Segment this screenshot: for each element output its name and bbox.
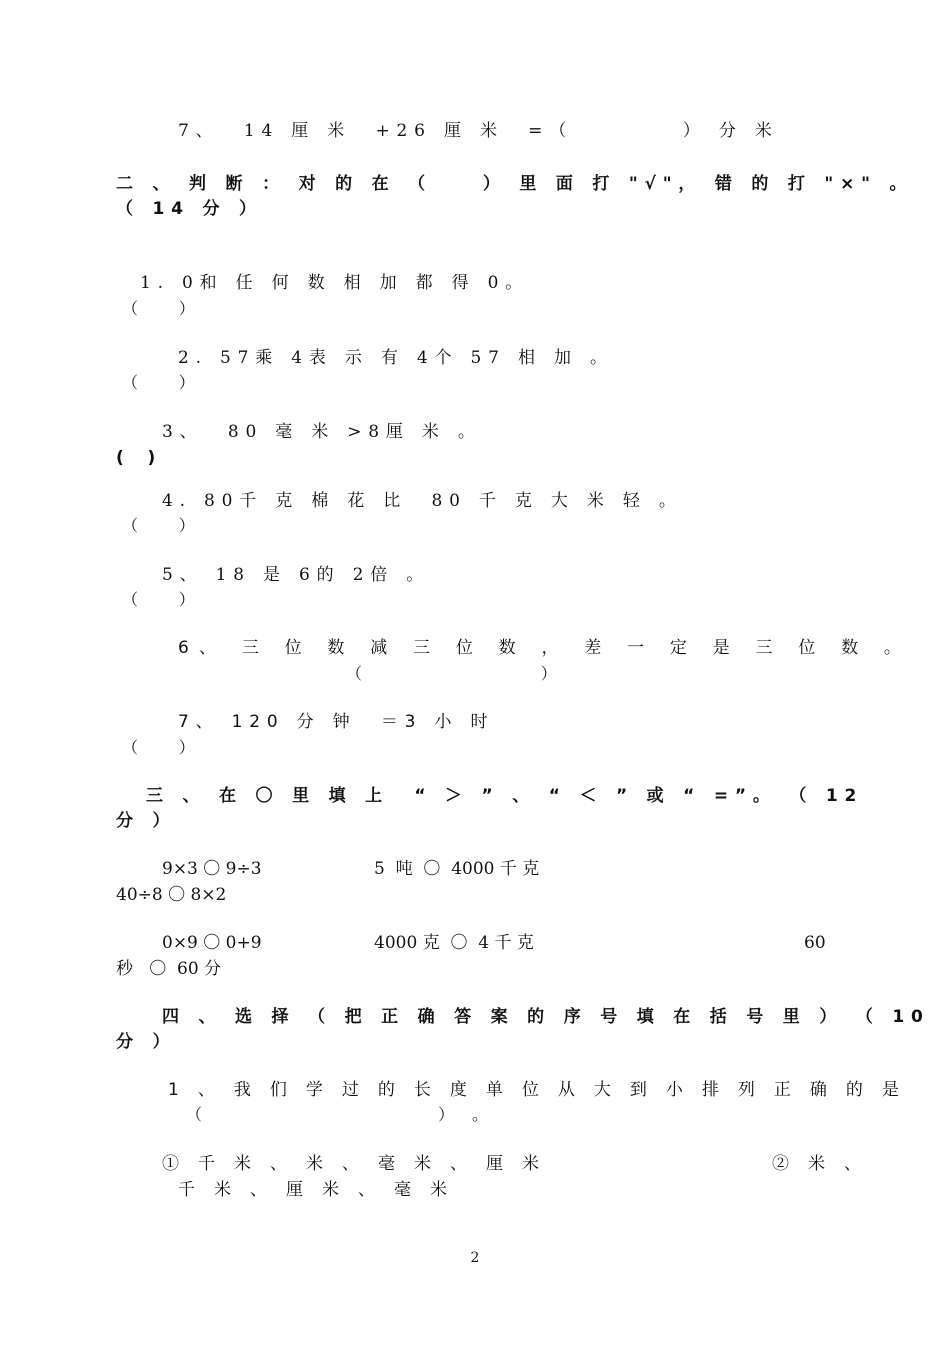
page-number: 2	[470, 1250, 480, 1266]
fill-question-7: 7、 14 厘 米 +26 厘 米 =（ ） 分 米	[178, 121, 779, 141]
answer-paren-2[interactable]: （ ）	[122, 373, 195, 392]
option-2: ② 米 、	[772, 1154, 868, 1174]
section-3-heading: 三 、 在 〇 里 填 上 “ ＞ ” 、 “ ＜ ” 或 “ =”。 （ 12	[146, 786, 864, 806]
judge-question-1: 1. 0和 任 何 数 相 加 都 得 0。	[140, 273, 530, 293]
compare-item-2: 5 吨 〇 4000 千 克	[374, 859, 540, 879]
compare-item-6-value: 60	[804, 933, 826, 953]
judge-question-5: 5、 18 是 6的 2倍 。	[162, 565, 431, 585]
section-4-heading: 四 、 选 择 （ 把 正 确 答 案 的 序 号 填 在 括 号 里 ） （ 10	[162, 1007, 930, 1027]
judge-question-7: 7、 120 分 钟 ＝3 小 时	[178, 712, 495, 732]
section-4-score: 分 ）	[116, 1032, 177, 1052]
judge-question-6: 6、 三 位 数 减 三 位 数 ， 差 一 定 是 三 位 数 。	[178, 638, 912, 658]
section-3-score: 分 ）	[116, 811, 177, 831]
answer-paren-3[interactable]: ( )	[116, 448, 156, 468]
answer-paren-4[interactable]: （ ）	[122, 516, 195, 535]
compare-item-6: 秒 〇 60 分	[116, 959, 222, 979]
compare-item-4: 0×9 〇 0+9	[162, 933, 262, 953]
option-2-continued: 千 米 、 厘 米 、 毫 米	[178, 1180, 454, 1200]
compare-item-1: 9×3 〇 9÷3	[162, 859, 262, 879]
compare-item-3: 40÷8 〇 8×2	[116, 885, 227, 905]
answer-paren-1[interactable]: （ ）	[122, 299, 195, 318]
option-1: ① 千 米 、 米 、 毫 米 、 厘 米	[162, 1154, 546, 1174]
compare-item-5: 4000 克 〇 4 千 克	[374, 933, 534, 953]
answer-paren-7[interactable]: （ ）	[122, 738, 195, 757]
choice-question-1: 1 、 我 们 学 过 的 长 度 单 位 从 大 到 小 排 列 正 确 的 是	[168, 1080, 906, 1100]
choice-answer-paren[interactable]: （ ） 。	[186, 1105, 495, 1124]
answer-paren-6[interactable]: （ ）	[346, 664, 564, 683]
judge-question-2: 2. 57乘 4表 示 有 4个 57 相 加 。	[178, 348, 614, 368]
judge-question-4: 4. 80千 克 棉 花 比 80 千 克 大 米 轻 。	[162, 491, 683, 511]
section-2-score: （ 14 分 ）	[116, 199, 263, 219]
answer-paren-5[interactable]: （ ）	[122, 590, 195, 609]
section-2-heading: 二 、 判 断 ： 对 的 在 （ ） 里 面 打 "√"， 错 的 打 "×" 。	[116, 174, 914, 194]
judge-question-3: 3、 80 毫 米 >8厘 米 。	[162, 422, 482, 442]
